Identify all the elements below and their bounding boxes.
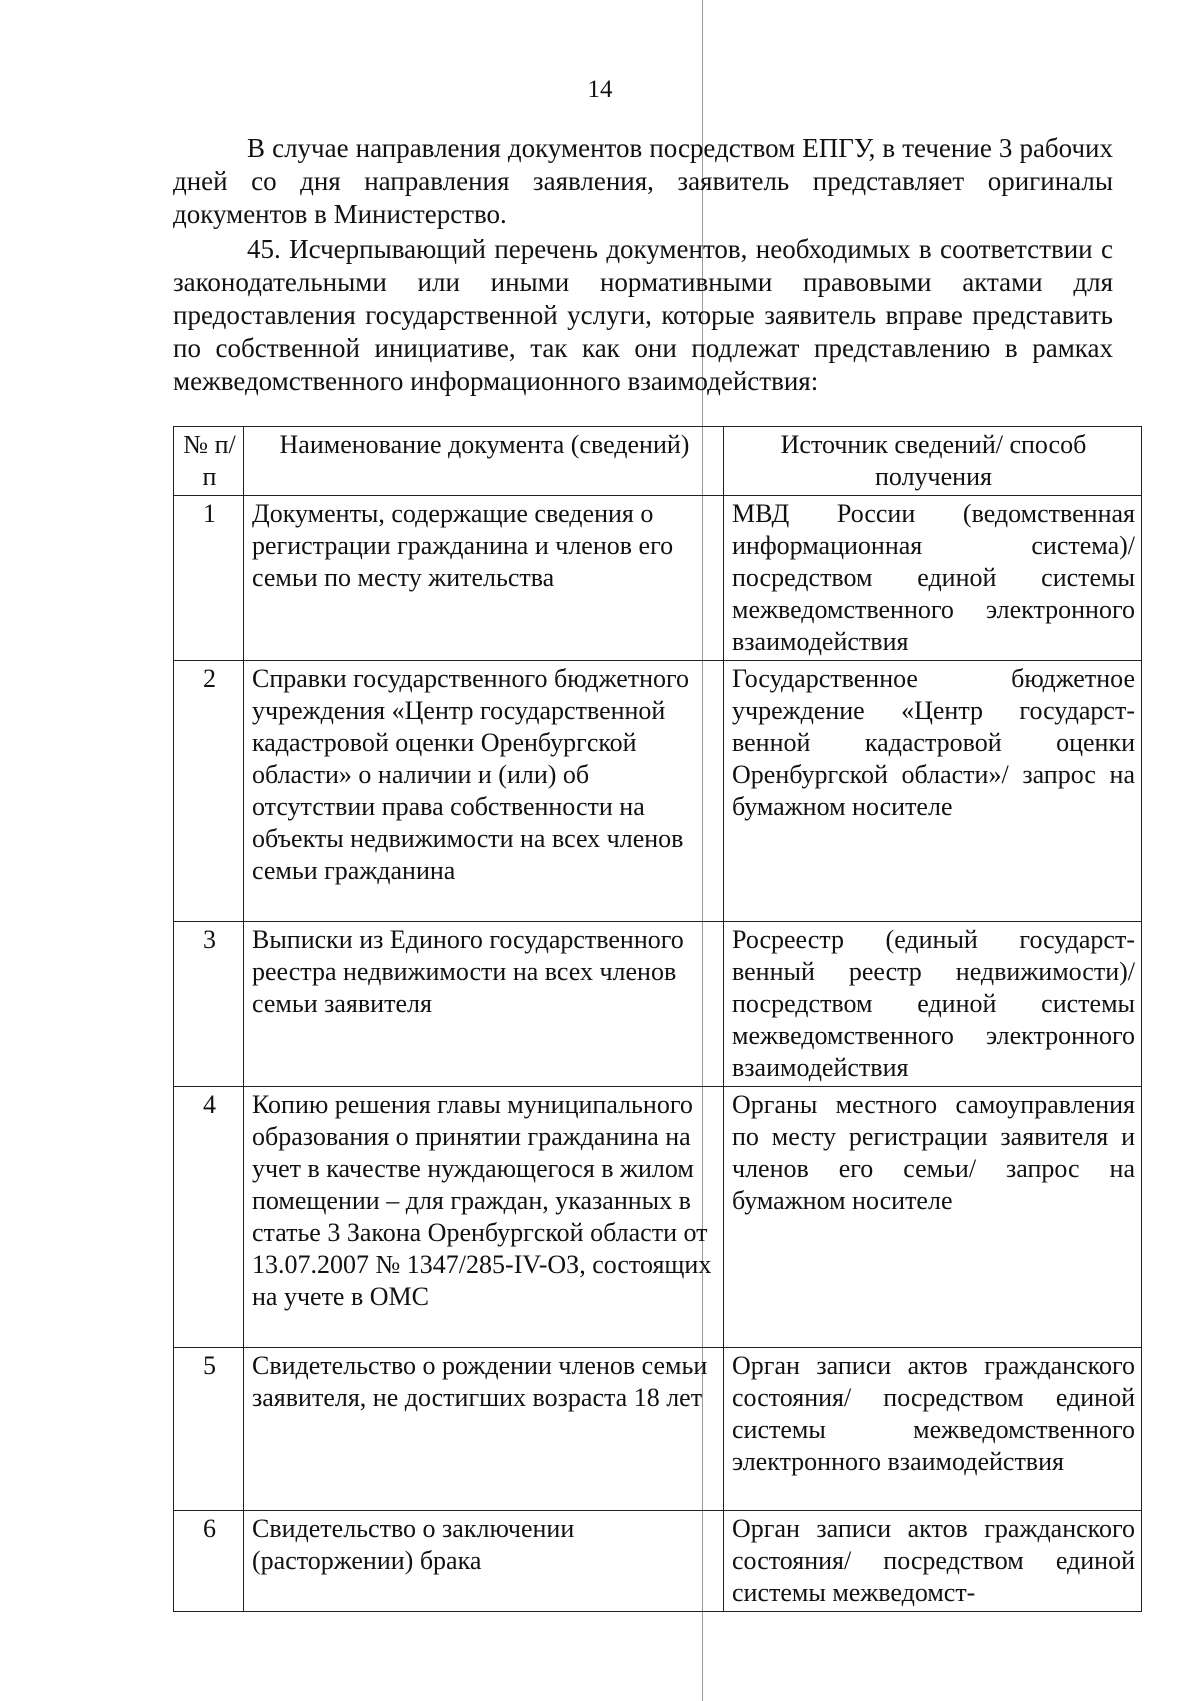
paragraph-epgu-originals: В случае направления документов посредством ЕПГУ, в течение 3 рабочих дней со дня направления заявления, заявитель представляет оригиналы документов в Министерство. <box>173 133 1113 229</box>
table-row <box>174 922 1142 1087</box>
row-source: Орган записи актов гражданского состояния/ посредством единой системы межведомственного электронного взаимодействия <box>724 1348 1142 1511</box>
table-header-row <box>174 427 1142 496</box>
table-row <box>174 1348 1142 1511</box>
row-source: Росреестр (единый государственный реестр недвижимости)/ посредством единой системы межведомственного электронного взаимодействия <box>724 922 1142 1087</box>
row-document-name: Свидетельство о заключении (расторжении) брака <box>244 1511 724 1612</box>
row-document-name: Документы, содержащие сведения о регистрации гражданина и членов его семьи по месту жительства <box>244 496 724 661</box>
row-number: 4 <box>174 1087 244 1348</box>
row-document-name: Справки государственного бюджетного учреждения «Центр государственной кадастровой оценки Оренбургской области» о наличии и (или) об отсутствии права собственности на объекты недвижимости на всех членов семьи гражданина <box>244 661 724 922</box>
table-row <box>174 1511 1142 1612</box>
row-source: Орган записи актов гражданского состояния/ посредством единой системы межведомст- <box>724 1511 1142 1612</box>
row-number: 6 <box>174 1511 244 1612</box>
table-row <box>174 496 1142 661</box>
row-document-name: Свидетельство о рождении членов семьи заявителя, не достигших возраста 18 лет <box>244 1348 724 1511</box>
header-num: № п/п <box>174 427 244 496</box>
documents-table <box>173 426 1142 1612</box>
row-document-name: Выписки из Единого государственного реестра недвижимости на всех членов семьи заявителя <box>244 922 724 1087</box>
row-number: 2 <box>174 661 244 922</box>
table-row <box>174 661 1142 922</box>
row-document-name: Копию решения главы муниципального образования о принятии гражданина на учет в качестве нуждающегося в жилом помещении – для граждан, указанных в статье 3 Закона Оренбургской области от 13.07.2007 № 1347/285-IV-ОЗ, состоящих на учете в ОМС <box>244 1087 724 1348</box>
row-source: Государственное бюджетное учреждение «Центр государственной кадастровой оценки Оренбургской области»/ запрос на бумажном носителе <box>724 661 1142 922</box>
row-source: Органы местного самоуправления по месту регистрации заявителя и членов его семьи/ запрос на бумажном носителе <box>724 1087 1142 1348</box>
page-number: 14 <box>587 76 613 103</box>
header-source: Источник сведений/ способ получения <box>724 427 1142 496</box>
header-document-name: Наименование документа (сведений) <box>244 427 724 496</box>
paragraph-45-documents-list: 45. Исчерпывающий перечень документов, необходимых в соответствии с законодательными или иными нормативными правовыми актами для предоставления государственной услуги, которые заявитель вправе представить по собственной инициативе, так как они подлежат представлению в рамках межведомственного информационного взаимодействия: <box>173 234 1113 396</box>
table-row <box>174 1087 1142 1348</box>
row-number: 1 <box>174 496 244 661</box>
row-number: 3 <box>174 922 244 1087</box>
row-number: 5 <box>174 1348 244 1511</box>
row-source: МВД России (ведомственная информационная система)/ посредством единой системы межведомственного электронного взаимодействия <box>724 496 1142 661</box>
